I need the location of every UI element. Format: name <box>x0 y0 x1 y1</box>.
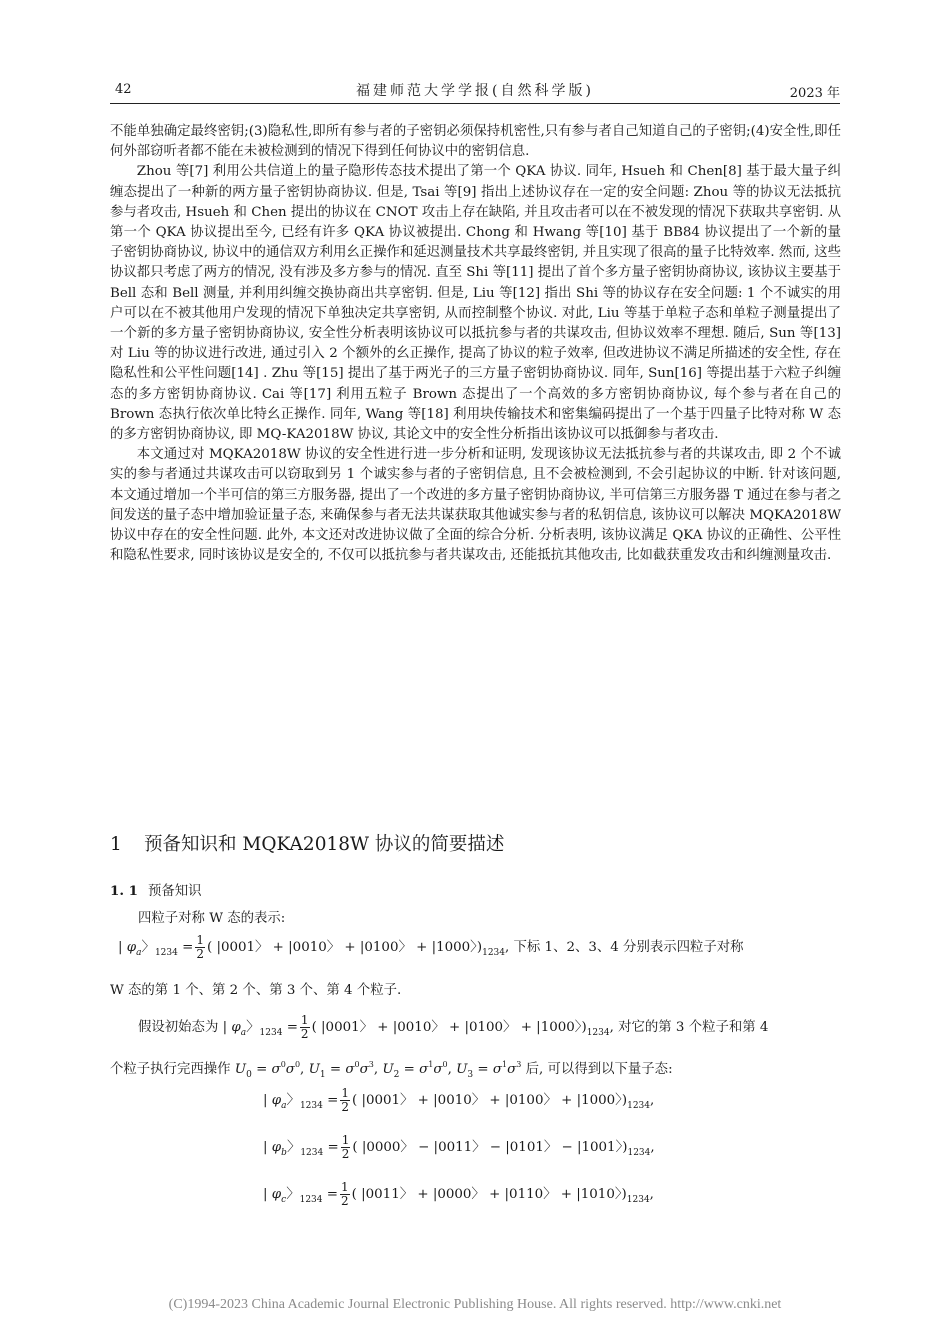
subsection-title: 预备知识 <box>147 884 202 899</box>
intro-body <box>110 122 841 566</box>
subsection-number: 1. 1 <box>110 883 138 899</box>
prelim-line-3-tail: , 对它的第 3 个粒子和第 4 <box>609 1020 769 1035</box>
section-number: 1 <box>110 834 122 855</box>
paragraph-continued: 不能单独确定最终密钥;(3)隐私性,即所有参与者的子密钥必须保持机密性,只有参与者自己知道自己的子密钥;(4)安全性,即任何外部窃听者都不能在未被检测到的情况下得到任何协议中的密钥信息. <box>110 124 841 160</box>
equation-phi-b: | $\varphi_b$〉$_{1234}$ = $\frac{1}{2}$ ( |0000〉 − |0011〉 − |0101〉 − |1001〉)$_{1234}$, <box>263 1133 655 1161</box>
prelim-line-4-tail: 后, 可以得到以下量子态: <box>525 1062 673 1077</box>
section-title: 预备知识和 MQKA2018W 协议的简要描述 <box>144 834 505 855</box>
section-heading <box>110 830 504 856</box>
header-year: 2023 年 <box>789 86 840 101</box>
prelim-line-1: 四粒子对称 W 态的表示: <box>138 911 286 926</box>
equation-w-state-tail: , 下标 1、2、3、4 分别表示四粒子对称 <box>505 940 744 955</box>
journal-title: 福建师范大学学报(自然科学版) <box>356 83 594 99</box>
prelim-line-2: W 态的第 1 个、第 2 个、第 3 个、第 4 个粒子. <box>110 983 402 998</box>
prelim-line-3: 假设初始态为 | $\varphi_a$〉$_{1234}$ = $\frac{1}{2}$ ( |0001〉 + |0010〉 + |0100〉 + |1000〉)$_{1234}$, 对它的第 3 个粒子和第 4 <box>138 1013 769 1041</box>
copyright-footer: (C)1994-2023 China Academic Journal Electronic Publishing House. All rights reserved. http://www.cnki.net <box>168 1297 782 1312</box>
prelim-line-4-head: 个粒子执行完西操作 <box>110 1062 231 1077</box>
equation-w-state: | $\varphi_a$〉$_{1234}$ = $\frac{1}{2}$ ( |0001〉 + |0010〉 + |0100〉 + |1000〉)$_{1234}$, 下标 1、2、3、4 分别表示四粒子对称 <box>118 933 744 961</box>
paragraph-contribution: 本文通过对 MQKA2018W 协议的安全性进行进一步分析和证明, 发现该协议无法抵抗参与者的共谋攻击, 即 2 个不诚实的参与者通过共谋攻击可以窃取到另 1 个诚实参与者的子密钥信息, 且不会被检测到, 不会引起协议的中断. 针对该问题, 本文通过增加一个半可信的第三方服务器, 提出了一个改进的多方量子密钥协商协议, 半可信第三方服务器 T 通过在参与者之间发送的量子态中增加验证量子态, 来确保参与者无法共谋获取其他诚实参与者的私钥信息, 该协议可以解决 MQKA2018W 协议中存在的安全性问题. 此外, 本文还对改进协议做了全面的综合分析. 分析表明, 该协议满足 QKA 协议的正确性、公平性和隐私性要求, 同时该协议是安全的, 不仅可以抵抗参与者共谋攻击, 还能抵抗其他攻击, 比如截获重发攻击和纠缠测量攻击. <box>110 447 841 564</box>
prelim-line-3-head: 假设初始态为 <box>138 1020 219 1035</box>
paragraph-related-work: Zhou 等[7] 利用公共信道上的量子隐形传态技术提出了第一个 QKA 协议. 同年, Hsueh 和 Chen[8] 基于最大量子纠缠态提出了一种新的两方量子密钥协商协议. 但是, Tsai 等[9] 指出上述协议存在一定的安全问题: Zhou 等的协议无法抵抗参与者攻击, Hsueh 和 Chen 提出的协议在 CNOT 攻击上存在缺陷, 并且攻击者可以在不被发现的情况下获取共享密钥. 从第一个 QKA 协议提出至今, 已经有许多 QKA 协议被提出. Chong 和 Hwang 等[10] 基于 BB84 协议提出了一个新的量子密钥协商协议, 协议中的通信双方利用幺正操作和延迟测量技术共享最终密钥, 并且实现了很高的量子比特效率. 然而, 这些协议都只考虑了两方的情况, 没有涉及多方参与的情况. 直至 Shi 等[11] 提出了首个多方量子密钥协商协议, 该协议主要基于 Bell 态和 Bell 测量, 并利用纠缠交换协商出共享密钥. 但是, Liu 等[12] 指出 Shi 等的协议存在安全问题: 1 个不诚实的用户可以在不被其他用户发现的情况下单独决定共享密钥, 从而控制整个协议. 对此, Liu 等基于单粒子态和单粒子测量提出了一个新的多方量子密钥协商协议, 安全性分析表明该协议可以抵抗参与者的共谋攻击, 但协议效率不理想. 随后, Sun 等[13] 对 Liu 等的协议进行改进, 通过引入 2 个额外的幺正操作, 提高了协议的粒子效率, 但改进协议不满足所描述的安全性, 存在隐私性和公平性问题[14] . Zhu 等[15] 提出了基于两光子的三方量子密钥协商协议. 同年, Sun[16] 等提出基于六粒子纠缠态的多方密钥协商协议. Cai 等[17] 利用五粒子 Brown 态提出了一个高效的多方密钥协商协议, 每个参与者在自己的 Brown 态执行依次单比特幺正操作. 同年, Wang 等[18] 利用块传输技术和密集编码提出了一个基于四量子比特对称 W 态的多方密钥协商协议, 即 MQ-KA2018W 协议, 其论文中的安全性分析指出该协议可以抵御参与者攻击. <box>110 164 841 443</box>
header-divider <box>110 103 840 104</box>
page-number: 42 <box>115 82 132 97</box>
equation-phi-c: | $\varphi_c$〉$_{1234}$ = $\frac{1}{2}$ ( |0011〉 + |0000〉 + |0110〉 + |1010〉)$_{1234}$, <box>263 1180 654 1208</box>
subsection-heading <box>110 880 202 899</box>
equation-phi-a: | $\varphi_a$〉$_{1234}$ = $\frac{1}{2}$ ( |0001〉 + |0010〉 + |0100〉 + |1000〉)$_{1234}$, <box>263 1086 655 1114</box>
prelim-line-4: 个粒子执行完西操作 $U_0 = \sigma^0\sigma^0$, $U_1 = \sigma^0\sigma^3$, $U_2 = \sigma^1\sigma^0$, $U_3 = \sigma^1\sigma^3$ 后, 可以得到以下量子态: <box>110 1060 673 1080</box>
